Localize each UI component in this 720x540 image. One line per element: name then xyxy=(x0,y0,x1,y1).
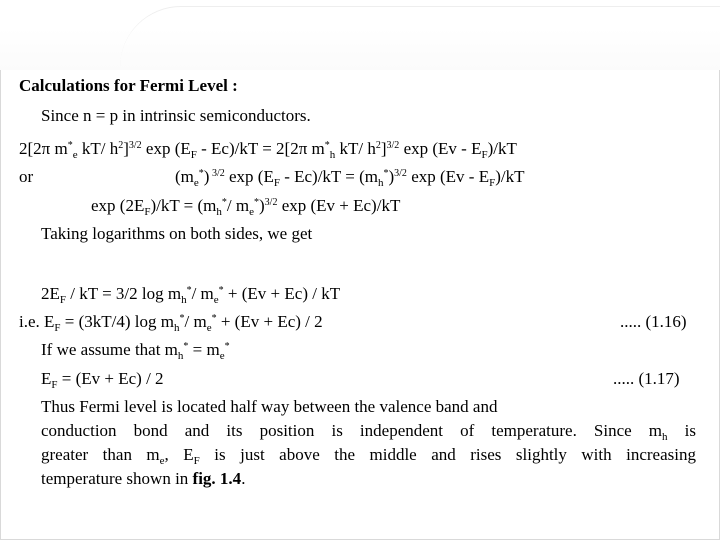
equation-5: i.e. $E_F = (3kT/4)$ $\log m_h^*/$ $m_e^* + (Ev + Ec) / 2$ xyxy=(19,312,323,334)
decorative-arc xyxy=(120,6,720,67)
slide-background-decoration xyxy=(0,0,720,70)
equation-1: 2[2π $m^*_e$ kT/ $h^2]^{3/2}$ $\exp (E_F - Ec)/kT = 2[2\pi$ $m^*_h$ kT/ $h^2]^{3/2}$ $\exp (Ev - E_F)/kT$ xyxy=(19,139,517,161)
equation-6: $E_F = (Ev + Ec) / 2$ xyxy=(41,369,164,391)
conclusion-line-3: greater than $m_e$, $E_F$ is just above the middle and rises slightly with increasing xyxy=(41,445,696,467)
figure-reference: fig. 1.4 xyxy=(192,469,242,488)
equation-3: $\exp (2E_F)/kT = (m_h^*/$ $m_e^*)^{3/2}$ exp (Ev + Ec)/kT xyxy=(91,196,401,218)
assumption-line: If we assume that $m_h^* = m_e^*$ xyxy=(41,340,230,362)
log-statement: Taking logarithms on both sides, we get xyxy=(41,224,313,243)
conclusion-line-4: temperature shown in fig. 1.4. xyxy=(41,469,246,488)
intro-text: Since n = p in intrinsic semiconductors. xyxy=(41,106,311,125)
equation-2: $(m_e^*)$ $^{3/2}$ $\exp (E_F - Ec)/kT = (m_h^*)^{3/2}$ $\exp (Ev - E_F)/kT$ xyxy=(175,167,525,189)
conclusion-line-1: Thus Fermi level is located half way between the valence band and xyxy=(41,397,498,416)
equation-number-1-16: ..... (1.16) xyxy=(620,312,687,331)
equation-number-1-17: ..... (1.17) xyxy=(613,369,680,388)
conclusion-line-2: conduction bond and its position is independent of temperature. Since $m_h$ is xyxy=(41,421,696,443)
heading: Calculations for Fermi Level : xyxy=(19,76,238,95)
equation-4: $2E_F$ / kT = 3/2 $\log m_h^*/$ $m_e^* + (Ev + Ec)$ / kT xyxy=(41,284,341,306)
equation-2-lead: or xyxy=(19,167,34,186)
